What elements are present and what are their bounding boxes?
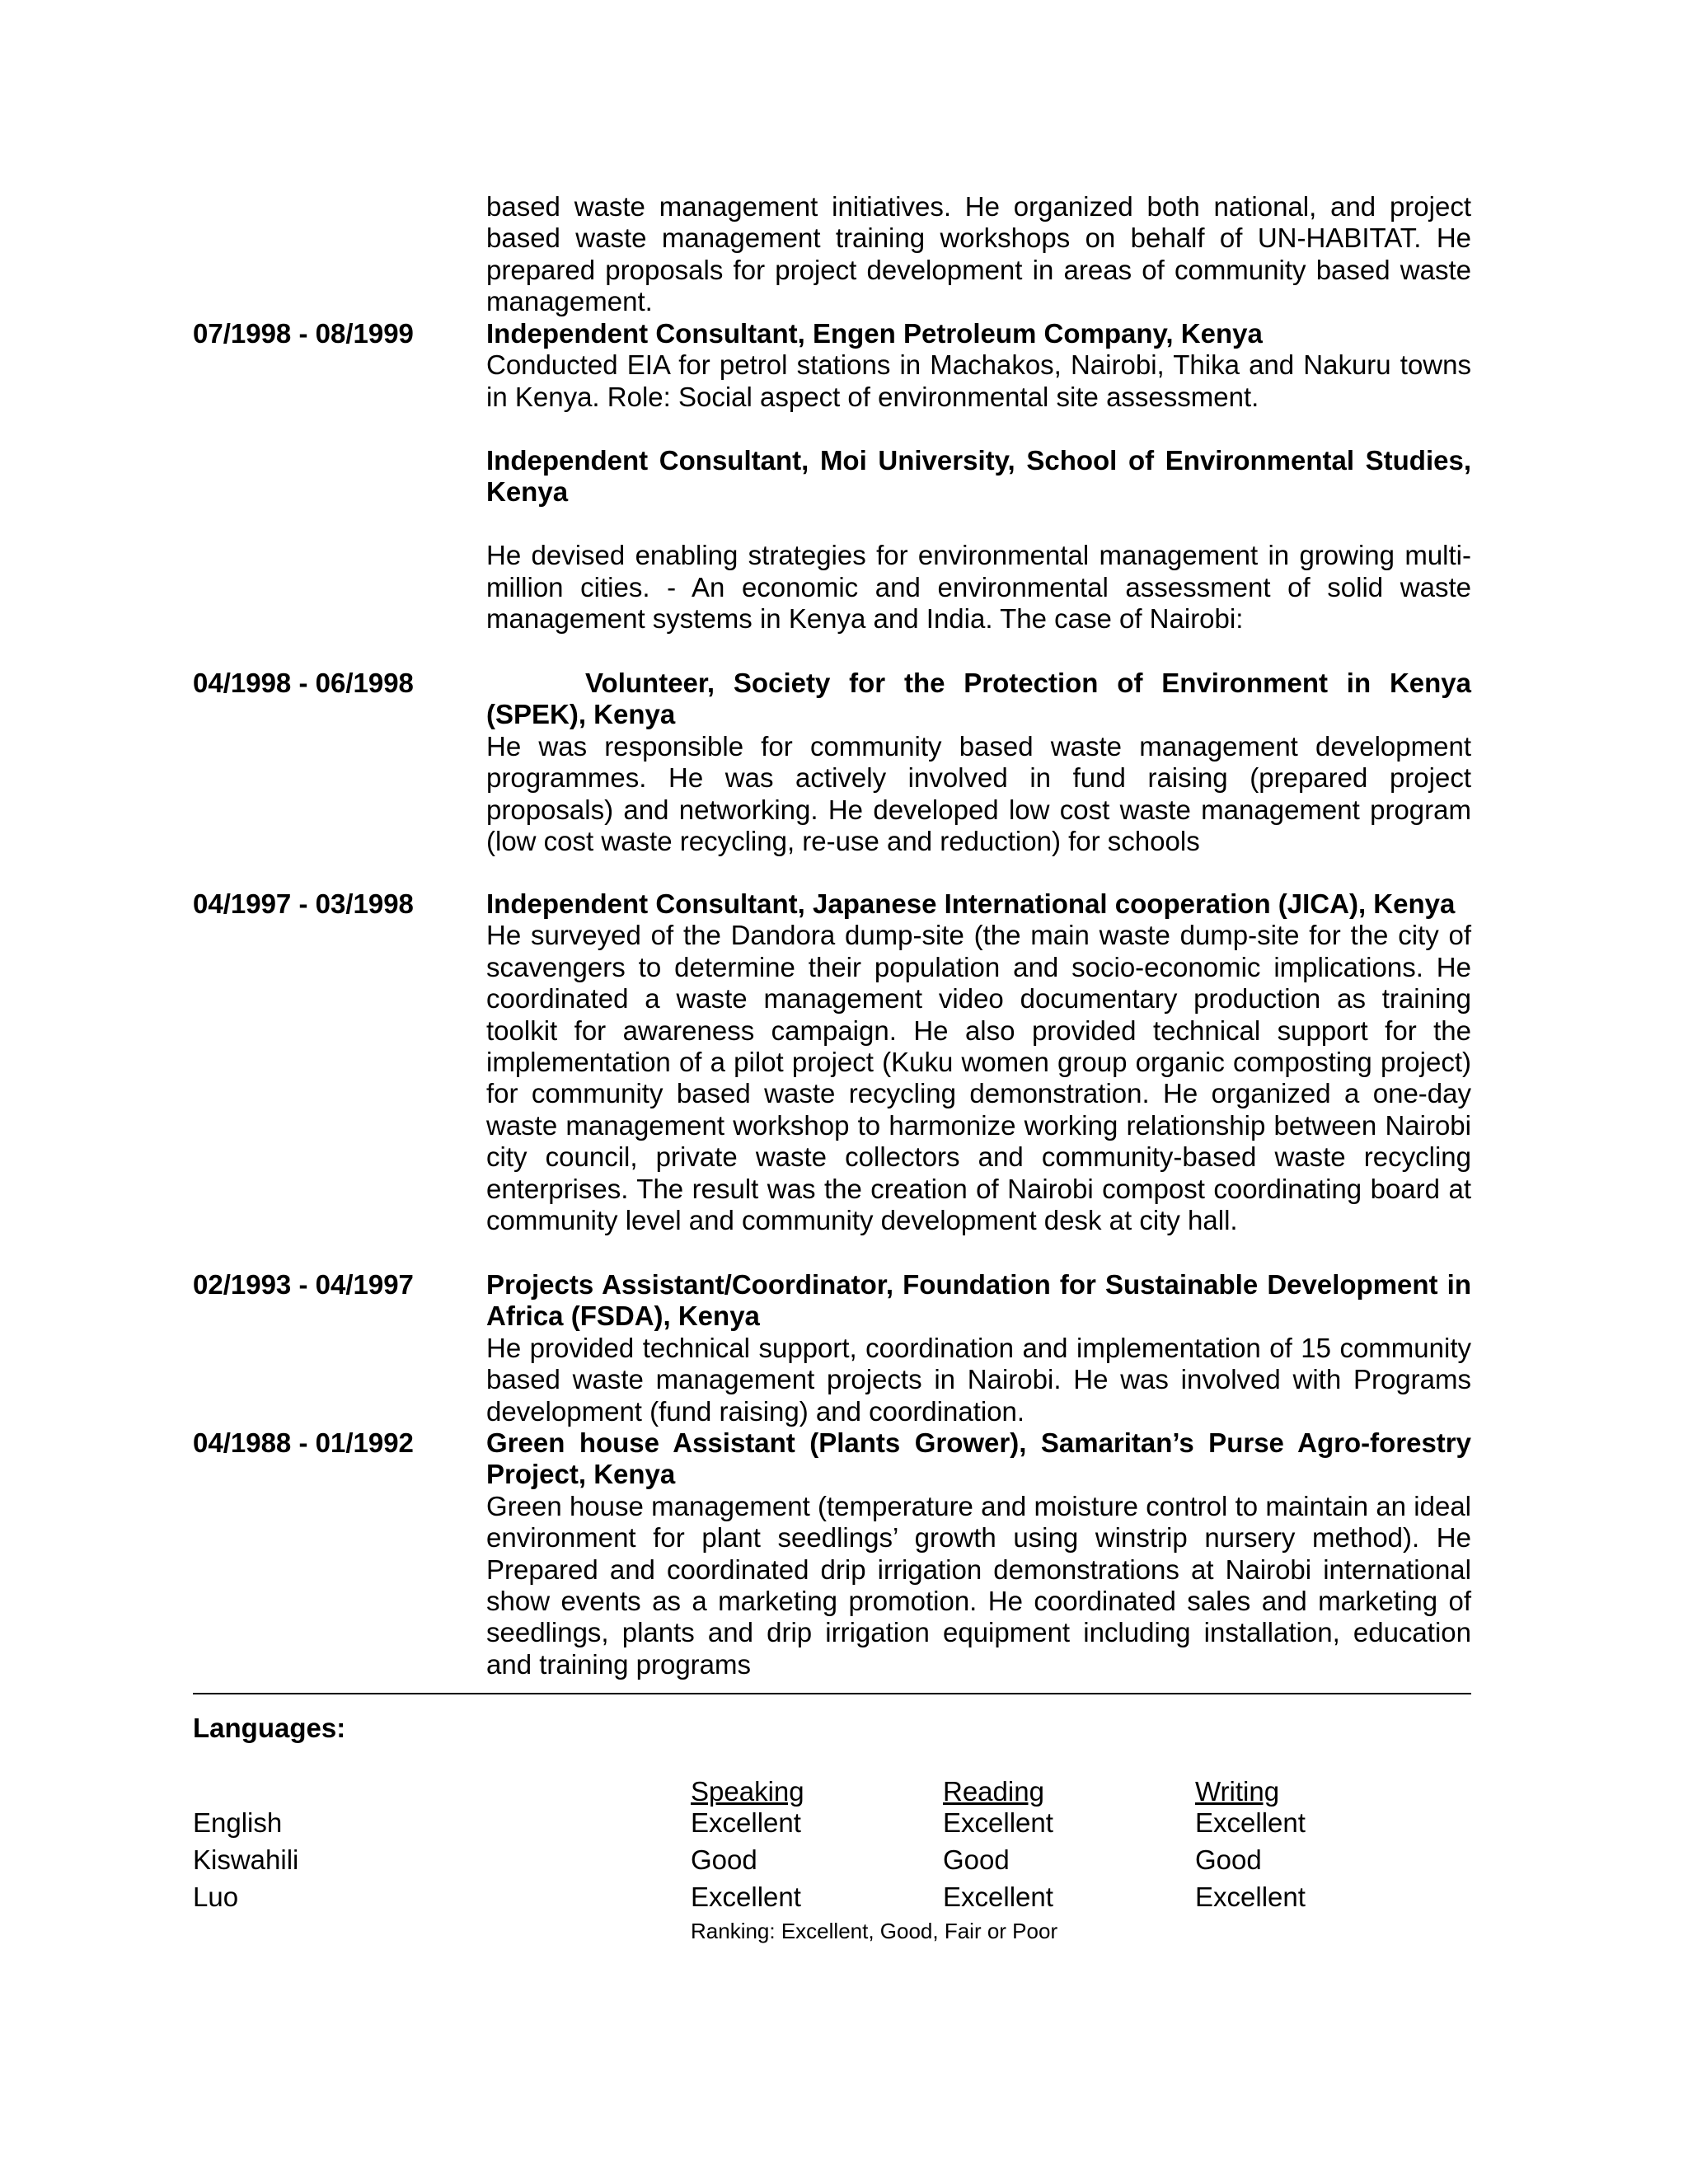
entry-title: Independent Consultant, Japanese International cooperation (JICA), Kenya [486,888,1456,919]
entry-title: Independent Consultant, Engen Petroleum Company, Kenya [486,318,1263,349]
ranking-note: Ranking: Excellent, Good, Fair or Poor [691,1919,1058,1943]
entry-content [486,1269,1471,1427]
entry-date: 04/1998 - 06/1998 [193,668,414,698]
entry-date: 04/1997 - 03/1998 [193,888,414,919]
entry-description: He provided technical support, coordination and implementation of 15 community based waste management projects in Nairobi. He was involved with Programs development (fund raising) and coordination. [486,1332,1471,1427]
entry-title: Projects Assistant/Coordinator, Foundation for Sustainable Development in Africa (FSDA), Kenya [486,1269,1471,1332]
reading-level: Excellent [943,1807,1053,1838]
speaking-level: Good [691,1844,757,1875]
entry-content [486,1427,1471,1680]
entry-description: Green house management (temperature and moisture control to maintain an ideal environment for plant seedlings’ growth using winstrip nursery method). He Prepared and coordinated drip irrigation demonstrations at Nairobi international show events as a marketing promotion. He coordinated sales and marketing of seedlings, plants and drip irrigation equipment including installation, education and training programs [486,1490,1471,1680]
entry-date: 07/1998 - 08/1999 [193,318,414,349]
section-divider [193,1693,1471,1694]
entry-date: 02/1993 - 04/1997 [193,1269,414,1300]
language-name: Kiswahili [193,1844,299,1875]
entry-description: Conducted EIA for petrol stations in Machakos, Nairobi, Thika and Nakuru towns in Kenya. Role: Social aspect of environmental site assessment. [486,349,1471,412]
languages-heading: Languages: [193,1713,346,1743]
writing-level: Good [1195,1844,1262,1875]
entry-description: He was responsible for community based waste management development programmes. He was actively involved in fund raising (prepared project proposals) and networking. He developed low cost waste management program (low cost waste recycling, re-use and reduction) for schools [486,730,1471,857]
column-header-speaking: Speaking [691,1776,804,1807]
language-name: English [193,1807,283,1838]
entry-content [486,445,1471,635]
entry-content [486,318,1471,413]
entry-date: 04/1988 - 01/1992 [193,1427,414,1458]
column-header-writing: Writing [1195,1776,1280,1807]
writing-level: Excellent [1195,1882,1306,1912]
entry-description: He surveyed of the Dandora dump-site (the main waste dump-site for the city of scavengers to determine their population and socio-economic implications. He coordinated a waste management video documentary production as training toolkit for awareness campaign. He also provided technical support for the implementation of a pilot project (Kuku women group organic composting project) for community based waste recycling demonstration. He organized a one-day waste management workshop to harmonize working relationship between Nairobi city council, private waste collectors and community-based waste recycling enterprises. The result was the creation of Nairobi compost coordinating board at community level and community development desk at city hall. [486,920,1471,1236]
entry-title: Volunteer, Society for the Protection of Environment in Kenya (SPEK), Kenya [486,668,1471,730]
entry-content [486,888,1471,1236]
speaking-level: Excellent [691,1807,801,1838]
reading-level: Good [943,1844,1010,1875]
previous-entry-continuation: based waste management initiatives. He organized both national, and project based waste management training workshops on behalf of UN-HABITAT. He prepared proposals for project development in areas of community based waste management. [486,191,1471,317]
language-name: Luo [193,1882,239,1912]
writing-level: Excellent [1195,1807,1306,1838]
reading-level: Excellent [943,1882,1053,1912]
entry-content [486,668,1471,857]
entry-title: Independent Consultant, Moi University, School of Environmental Studies, Kenya [486,445,1471,508]
entry-description: He devised enabling strategies for environmental management in growing multi-million cities. - An economic and environmental assessment of solid waste management systems in Kenya and India. The case of Nairobi: [486,540,1471,635]
entry-title: Green house Assistant (Plants Grower), Samaritan’s Purse Agro-forestry Project, Kenya [486,1427,1471,1490]
column-header-reading: Reading [943,1776,1044,1807]
speaking-level: Excellent [691,1882,801,1912]
